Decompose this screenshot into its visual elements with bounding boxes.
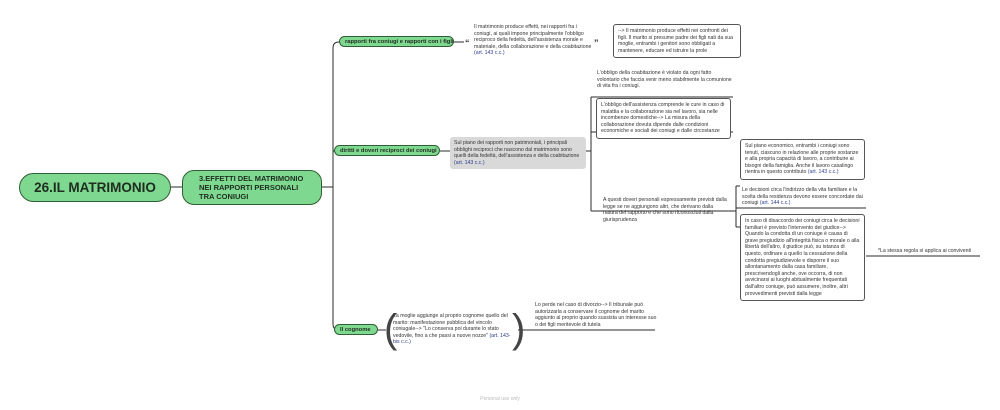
conviventi-note [878, 248, 983, 255]
economico-body: Sul piano economico, entrambi i coniugi sono tenuti, ciascuno in relazione alle proprie sostanze e alla propria capacità di lavoro, a contribuire ai bisogni della famiglia. Anche il lavoro casalingo rientra in questo contributo [745, 143, 859, 176]
disaccordo-box [740, 214, 865, 301]
main-topic-title: 3.EFFETTI DEL MATRIMONIO NEI RAPPORTI PERSONALI TRA CONIUGI [199, 174, 304, 201]
cognome-bracket-right: ) [512, 307, 526, 351]
main-topic-node[interactable] [182, 170, 322, 205]
decisioni-ref: (art. 144 c.c.) [759, 200, 791, 207]
figli-note-text: --> Il matrimonio produce effetti nei confronti dei figli. Il marito si presume padre dei figli nati da sua moglie, entrambi i genitori sono obbligati a mantenere, educare ed istruire la prole [618, 28, 734, 54]
diritti-intro-box [450, 137, 586, 169]
branch-rapporti-label: rapporti fra coniugi e rapporti con i figli [345, 38, 454, 45]
disaccordo-body: In caso di disaccordo dei coniugi circa le decisioni familiari è previsto l'intervento del giudice--> Quando la condotta di un coniuge è causa di grave pregiudizio all'integrità fisica o morale o alla libertà dell'altro, il giudice può, su istanza di questo, ordinare a quello la cessazione della condotta pregiudizievole e disporre il suo allontanamento dalla casa familiare, prescrivendogli anche, ove occorra, di non avvicinarsi ai luoghi abitualmente frequentati dall'altro coniuge, può assumere, inoltre, altri provvedimenti previsti dalla legge [745, 218, 860, 297]
rapporti-text-ref: (art. 143 c.c.) [474, 50, 505, 57]
cognome-body: La moglie aggiunge al proprio cognome quello del marito: manifestazione pubblica del vincolo coniugale--> "Lo conserva poi durante lo stato vedovile, fino a che passi a nuove nozze" [393, 313, 508, 339]
branch-rapporti-node[interactable] [339, 36, 454, 47]
decisioni-text [742, 187, 867, 207]
figli-note-box [613, 24, 741, 58]
diritti-intro-ref: (art. 143 c.c.) [454, 159, 485, 166]
assistenza-body: L'obbligo dell'assistenza comprende le cure in caso di malattia e la collaborazione sia nel lavoro, sia nelle incombenze domestiche--> La misura della collaborazione dovuta dipende dalle condizioni economiche e sociali dei coniugi e dalle circostanze [601, 102, 725, 135]
altri-doveri-text [603, 197, 729, 223]
root-title: 26.IL MATRIMONIO [34, 180, 156, 195]
quote-close: ” [594, 38, 599, 48]
divorzio-body: Lo perde nel caso di divorzio--> Il tribunale può autorizzarla a conservare il cognome del marito aggiunto al proprio quando sussista un interesse suo o dei figli meritevole di tutela [535, 302, 657, 328]
quote-open: “ [465, 38, 470, 48]
economico-box [740, 139, 865, 180]
branch-cognome-node[interactable] [334, 324, 378, 335]
divorzio-text [535, 302, 657, 328]
branch-diritti-node[interactable] [334, 145, 440, 156]
decisioni-body: Le decisioni circa l'indirizzo della vita familiare e la scelta della residenza devono essere concordate dai coniugi [742, 187, 863, 207]
coabitazione-text [597, 70, 732, 90]
branch-cognome-label: Il cognome [340, 326, 371, 333]
footer-watermark: Personal use only [480, 396, 520, 402]
branch-diritti-label: diritti e doveri reciproci dei coniugi [340, 147, 437, 154]
coabitazione-body: L'obbligo della coabitazione è violato da ogni fatto volontario che faccia venir meno stabilmente la comunione di vita fra i coniugi. [597, 70, 732, 90]
rapporti-text [474, 24, 594, 57]
assistenza-box [596, 98, 731, 139]
rapporti-text-body: Il matrimonio produce effetti, nei rapporti fra i coniugi, ai quali impone principalmente l'obbligo reciproco della fedeltà, dell'assistenza morale e materiale, della collaborazione e della coabitazione [474, 24, 592, 50]
altri-doveri-body: A questi doveri personali espressamente previsti dalla legge se ne aggiungono altri, che derivano dalla natura del rapporto e che sono riconosciuti dalla giurisprudenza [603, 197, 727, 223]
root-node[interactable] [19, 173, 171, 202]
cognome-ref: (art. 143-bis c.c.) [393, 332, 511, 346]
cognome-bracket-left: ( [384, 307, 398, 351]
diritti-intro-text: Sul piano dei rapporti non patrimoniali, i principali obblighi reciproci che nascono dal matrimonio sono quelli della fedeltà, dell'assistenza e della coabitazione [454, 140, 580, 160]
economico-ref: (art. 143 c.c.) [807, 169, 839, 176]
cognome-text [393, 313, 513, 346]
conviventi-body: *La stessa regola si applica ai conviventi [878, 248, 972, 254]
